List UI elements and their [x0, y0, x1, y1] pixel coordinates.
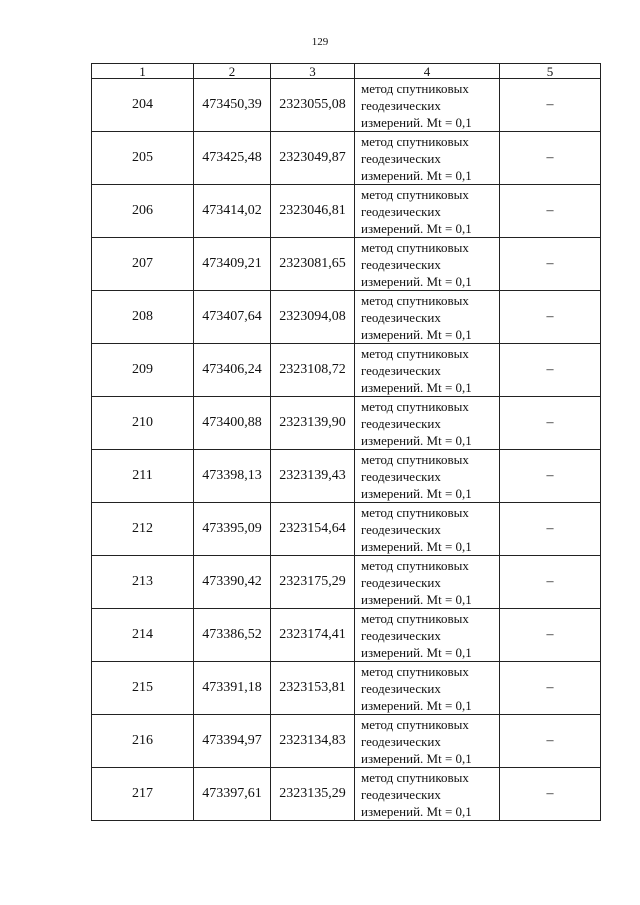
method-cell [355, 556, 500, 609]
x-coordinate-cell: 473450,39 [194, 79, 271, 132]
point-number-cell: 215 [92, 662, 194, 715]
table-row [92, 397, 601, 450]
x-coordinate-cell: 473406,24 [194, 344, 271, 397]
table-row [92, 132, 601, 185]
method-cell [355, 450, 500, 503]
point-number-cell: 214 [92, 609, 194, 662]
point-number-cell: 213 [92, 556, 194, 609]
method-text-line: геодезических [361, 362, 441, 378]
method-text-line: метод спутниковых [361, 133, 469, 149]
y-coordinate-cell: 2323135,29 [271, 768, 355, 821]
x-coordinate-cell: 473425,48 [194, 132, 271, 185]
note-cell: – [500, 185, 601, 238]
column-header-3: 3 [271, 64, 355, 79]
method-text-line: метод спутниковых [361, 345, 469, 361]
method-cell [355, 344, 500, 397]
method-text-line: метод спутниковых [361, 610, 469, 626]
x-coordinate-cell: 473414,02 [194, 185, 271, 238]
table-row [92, 344, 601, 397]
note-cell: – [500, 556, 601, 609]
point-number-cell: 217 [92, 768, 194, 821]
method-text-line: измерений. Mt = 0,1 [361, 644, 472, 660]
method-text-line: метод спутниковых [361, 716, 469, 732]
y-coordinate-cell: 2323094,08 [271, 291, 355, 344]
note-cell: – [500, 79, 601, 132]
table-row [92, 503, 601, 556]
method-text-line: метод спутниковых [361, 239, 469, 255]
table-row [92, 609, 601, 662]
method-text-line: измерений. Mt = 0,1 [361, 485, 472, 501]
method-text-line: геодезических [361, 627, 441, 643]
coordinates-table [91, 63, 601, 821]
note-cell: – [500, 132, 601, 185]
column-header-2: 2 [194, 64, 271, 79]
method-cell [355, 185, 500, 238]
method-text-line: геодезических [361, 733, 441, 749]
x-coordinate-cell: 473407,64 [194, 291, 271, 344]
method-text-line: геодезических [361, 97, 441, 113]
point-number-cell: 209 [92, 344, 194, 397]
point-number-cell: 211 [92, 450, 194, 503]
x-coordinate-cell: 473400,88 [194, 397, 271, 450]
point-number-cell: 204 [92, 79, 194, 132]
page-number: 129 [311, 36, 329, 48]
note-cell: – [500, 238, 601, 291]
x-coordinate-cell: 473397,61 [194, 768, 271, 821]
column-header-4: 4 [355, 64, 500, 79]
method-cell [355, 609, 500, 662]
note-cell: – [500, 344, 601, 397]
column-header-1: 1 [92, 64, 194, 79]
method-text-line: геодезических [361, 786, 441, 802]
method-text-line: метод спутниковых [361, 504, 469, 520]
note-cell: – [500, 715, 601, 768]
method-text-line: метод спутниковых [361, 663, 469, 679]
x-coordinate-cell: 473409,21 [194, 238, 271, 291]
method-text-line: геодезических [361, 521, 441, 537]
method-text-line: измерений. Mt = 0,1 [361, 114, 472, 130]
y-coordinate-cell: 2323081,65 [271, 238, 355, 291]
method-text-line: измерений. Mt = 0,1 [361, 167, 472, 183]
method-cell [355, 132, 500, 185]
table-row [92, 291, 601, 344]
note-cell: – [500, 397, 601, 450]
point-number-cell: 206 [92, 185, 194, 238]
table-body [92, 79, 601, 821]
method-text-line: геодезических [361, 256, 441, 272]
method-text-line: измерений. Mt = 0,1 [361, 220, 472, 236]
method-cell [355, 291, 500, 344]
table-row [92, 556, 601, 609]
method-text-line: измерений. Mt = 0,1 [361, 379, 472, 395]
table-header [92, 64, 601, 79]
column-header-5: 5 [500, 64, 601, 79]
point-number-cell: 216 [92, 715, 194, 768]
y-coordinate-cell: 2323154,64 [271, 503, 355, 556]
method-text-line: метод спутниковых [361, 557, 469, 573]
method-cell [355, 397, 500, 450]
y-coordinate-cell: 2323055,08 [271, 79, 355, 132]
table-row [92, 238, 601, 291]
note-cell: – [500, 450, 601, 503]
x-coordinate-cell: 473398,13 [194, 450, 271, 503]
y-coordinate-cell: 2323174,41 [271, 609, 355, 662]
method-cell [355, 238, 500, 291]
method-text-line: метод спутниковых [361, 80, 469, 96]
header-row [92, 64, 601, 79]
method-text-line: метод спутниковых [361, 769, 469, 785]
x-coordinate-cell: 473395,09 [194, 503, 271, 556]
note-cell: – [500, 609, 601, 662]
x-coordinate-cell: 473391,18 [194, 662, 271, 715]
method-cell [355, 503, 500, 556]
table-row [92, 768, 601, 821]
method-text-line: измерений. Mt = 0,1 [361, 750, 472, 766]
method-text-line: измерений. Mt = 0,1 [361, 591, 472, 607]
method-text-line: измерений. Mt = 0,1 [361, 326, 472, 342]
table-row [92, 185, 601, 238]
method-text-line: метод спутниковых [361, 186, 469, 202]
method-text-line: метод спутниковых [361, 398, 469, 414]
method-text-line: измерений. Mt = 0,1 [361, 432, 472, 448]
note-cell: – [500, 503, 601, 556]
table-row [92, 715, 601, 768]
method-text-line: геодезических [361, 309, 441, 325]
method-text-line: измерений. Mt = 0,1 [361, 273, 472, 289]
method-text-line: метод спутниковых [361, 292, 469, 308]
method-text-line: геодезических [361, 574, 441, 590]
method-text-line: геодезических [361, 203, 441, 219]
table-row [92, 662, 601, 715]
table-row [92, 450, 601, 503]
note-cell: – [500, 768, 601, 821]
x-coordinate-cell: 473386,52 [194, 609, 271, 662]
method-text-line: измерений. Mt = 0,1 [361, 538, 472, 554]
x-coordinate-cell: 473390,42 [194, 556, 271, 609]
method-cell [355, 715, 500, 768]
method-text-line: геодезических [361, 415, 441, 431]
y-coordinate-cell: 2323153,81 [271, 662, 355, 715]
point-number-cell: 207 [92, 238, 194, 291]
y-coordinate-cell: 2323175,29 [271, 556, 355, 609]
method-text-line: геодезических [361, 150, 441, 166]
point-number-cell: 205 [92, 132, 194, 185]
method-text-line: геодезических [361, 680, 441, 696]
y-coordinate-cell: 2323139,43 [271, 450, 355, 503]
y-coordinate-cell: 2323139,90 [271, 397, 355, 450]
y-coordinate-cell: 2323108,72 [271, 344, 355, 397]
y-coordinate-cell: 2323049,87 [271, 132, 355, 185]
note-cell: – [500, 291, 601, 344]
point-number-cell: 212 [92, 503, 194, 556]
method-text-line: измерений. Mt = 0,1 [361, 697, 472, 713]
method-text-line: метод спутниковых [361, 451, 469, 467]
method-cell [355, 768, 500, 821]
table-row [92, 79, 601, 132]
method-cell [355, 662, 500, 715]
y-coordinate-cell: 2323134,83 [271, 715, 355, 768]
x-coordinate-cell: 473394,97 [194, 715, 271, 768]
method-text-line: измерений. Mt = 0,1 [361, 803, 472, 819]
y-coordinate-cell: 2323046,81 [271, 185, 355, 238]
point-number-cell: 210 [92, 397, 194, 450]
note-cell: – [500, 662, 601, 715]
point-number-cell: 208 [92, 291, 194, 344]
method-cell [355, 79, 500, 132]
method-text-line: геодезических [361, 468, 441, 484]
